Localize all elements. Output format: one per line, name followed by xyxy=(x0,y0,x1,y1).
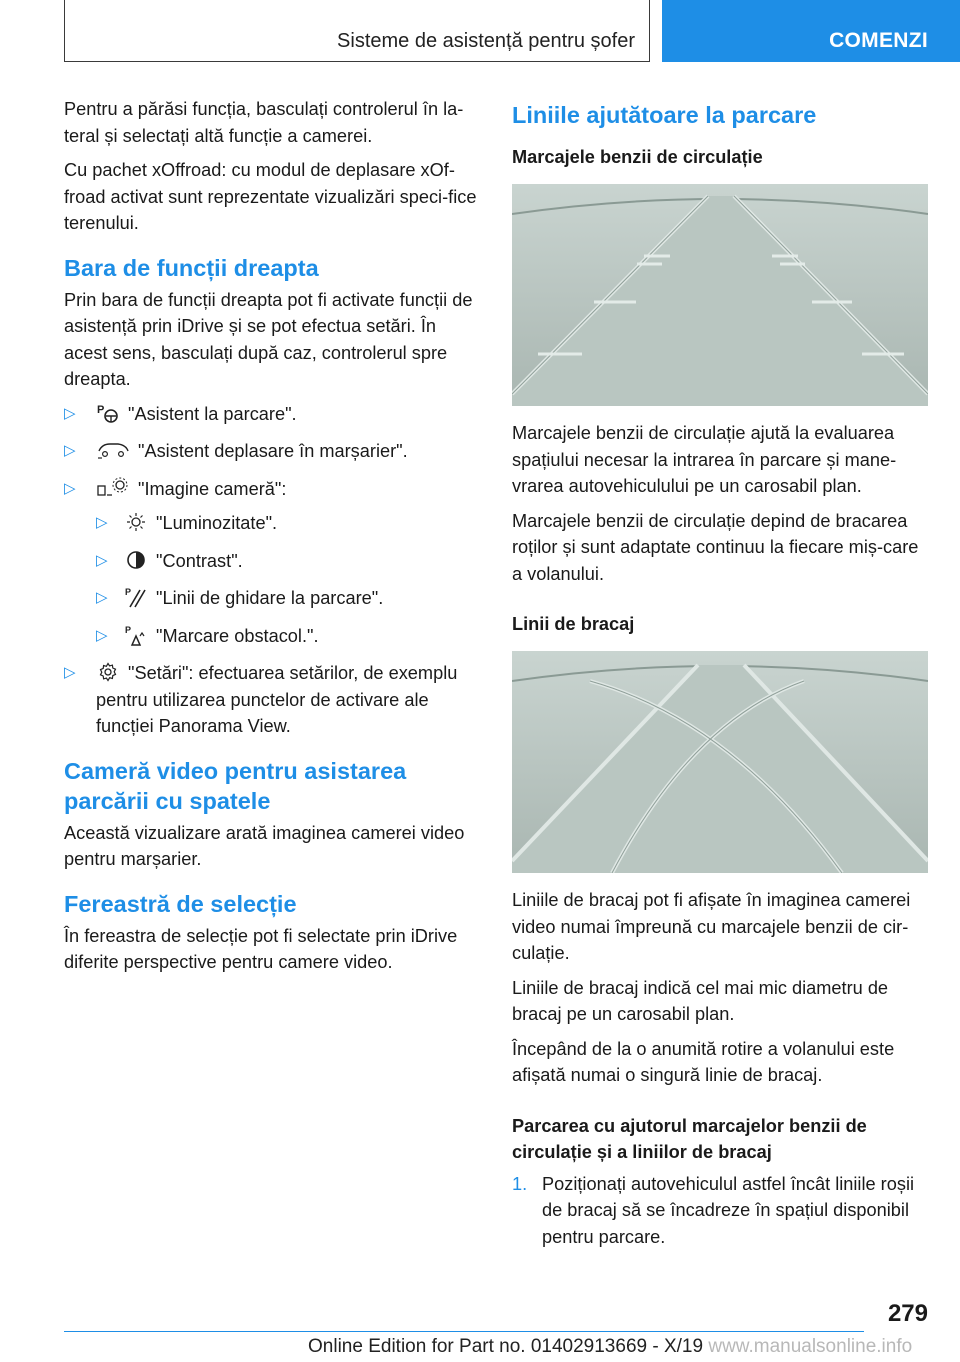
contrast-icon xyxy=(124,549,148,571)
list-item xyxy=(64,660,478,740)
item-text: "Asistent deplasare în marșarier". xyxy=(138,441,408,461)
heading-parking-lines: Liniile ajutătoare la parcare xyxy=(512,102,817,128)
paragraph-lane-markings-2: Marcajele benzii de circulație depind de bracarea roților și sunt adaptate continuu la fiecare miș-care a volanului. xyxy=(512,510,919,584)
camera-image-sublist xyxy=(96,510,478,649)
bullet-triangle-icon: ▷ xyxy=(96,589,108,606)
paragraph-xoffroad: Cu pachet xOffroad: cu modul de deplasare xOf-froad activat sunt reprezentate vizualizări speci-fice terenului. xyxy=(64,160,477,233)
brightness-icon xyxy=(124,511,148,533)
paragraph-turning-lines-3: Începând de la o anumită rotire a volanului este afișată numai o singură linie de bracaj. xyxy=(512,1038,895,1085)
item-text: "Linii de ghidare la parcare". xyxy=(156,588,384,608)
section-title: Sisteme de asistență pentru șofer xyxy=(337,30,635,52)
subheading-turning-lines: Linii de bracaj xyxy=(512,614,635,634)
footer-edition xyxy=(308,1336,912,1358)
subheading-lane-markings: Marcajele benzii de circulație xyxy=(512,147,763,167)
item-text: "Imagine cameră": xyxy=(138,478,287,499)
chapter-tab[interactable] xyxy=(662,0,960,62)
edition-text: Online Edition for Part no. 01402913669 - X/19 xyxy=(308,1336,704,1357)
bullet-triangle-icon: ▷ xyxy=(96,514,108,531)
reverse-assistant-icon xyxy=(96,439,130,461)
subheading-parking-procedure: Parcarea cu ajutorul marcajelor benzii de circulație și a liniilor de bracaj xyxy=(512,1115,867,1162)
footer-divider xyxy=(64,1331,864,1332)
lane-markings-figure xyxy=(512,184,928,406)
left-column xyxy=(64,96,478,984)
step-number: 1. xyxy=(512,1173,528,1194)
paragraph-turning-lines-2: Liniile de bracaj indică cel mai mic diametru de bracaj pe un carosabil plan. xyxy=(512,977,889,1024)
list-item xyxy=(64,401,478,428)
bullet-triangle-icon: ▷ xyxy=(64,442,76,459)
item-text: "Asistent la parcare". xyxy=(128,403,297,424)
paragraph-turning-lines-1: Liniile de bracaj pot fi afișate în imaginea camerei video numai împreună cu marcajele benzii de cir-culație. xyxy=(512,890,911,963)
heading-rear-camera: Cameră video pentru asistarea parcării cu spatele xyxy=(64,757,407,814)
chapter-tab-label: COMENZI xyxy=(829,29,928,52)
svg-text:P: P xyxy=(125,624,132,635)
function-bar-list xyxy=(64,401,478,740)
bullet-triangle-icon: ▷ xyxy=(96,626,108,644)
heading-selection-window: Fereastră de selecție xyxy=(64,890,297,917)
paragraph-function-bar: Prin bara de funcții dreapta pot fi activate funcții de asistență prin iDrive și se pot efectua setări. În acest sens, basculați după caz, controlerul spre dreapta. xyxy=(64,289,473,389)
list-item xyxy=(96,623,478,650)
bullet-triangle-icon: ▷ xyxy=(64,664,76,681)
list-item xyxy=(96,548,478,575)
paragraph-lane-markings-1: Marcajele benzii de circulație ajută la evaluarea spațiului necesar la intrarea în parcare și mane-vrarea autovehiculului pe un carosabil plan. xyxy=(512,423,897,496)
list-item xyxy=(64,476,478,650)
item-text: "Luminozitate". xyxy=(156,513,278,533)
heading-right-function-bar: Bara de funcții dreapta xyxy=(64,254,319,281)
bullet-triangle-icon: ▷ xyxy=(64,404,76,422)
right-column xyxy=(512,100,928,1250)
watermark[interactable]: www.manualsonline.info xyxy=(708,1336,913,1357)
item-text: "Contrast". xyxy=(156,550,243,571)
svg-text:P: P xyxy=(97,403,105,416)
section-header xyxy=(64,0,650,62)
obstacle-marking-icon xyxy=(124,624,148,646)
paragraph-exit-function: Pentru a părăsi funcția, basculați controlerul în la-teral și selectați altă funcție a camerei. xyxy=(64,99,464,146)
camera-image-icon xyxy=(96,477,130,499)
list-item xyxy=(64,438,478,465)
settings-gear-icon xyxy=(96,661,120,683)
item-text: "Marcare obstacol.". xyxy=(156,625,319,646)
paragraph-selection-window: În fereastra de selecție pot fi selectate prin iDrive diferite perspective pentru camere video. xyxy=(64,925,458,972)
procedure-step xyxy=(512,1171,928,1251)
step-text: Poziționați autovehiculul astfel încât liniile roșii de bracaj să se încadreze în spațiul disponibil pentru parcare. xyxy=(542,1173,915,1247)
paragraph-rear-camera: Această vizualizare arată imaginea camerei video pentru marșarier. xyxy=(64,822,465,869)
list-item xyxy=(96,510,478,537)
turning-lines-figure xyxy=(512,651,928,873)
parking-assistant-icon xyxy=(96,402,120,424)
parking-guide-lines-icon xyxy=(124,586,148,608)
procedure-steps xyxy=(512,1171,928,1251)
list-item xyxy=(96,585,478,612)
svg-text:P: P xyxy=(125,587,132,597)
page-number: 279 xyxy=(887,1300,928,1327)
bullet-triangle-icon: ▷ xyxy=(64,479,76,497)
bullet-triangle-icon: ▷ xyxy=(96,551,108,569)
item-text: "Setări": efectuarea setărilor, de exemplu pentru utilizarea punctelor de activare ale funcției Panorama View. xyxy=(96,663,458,736)
